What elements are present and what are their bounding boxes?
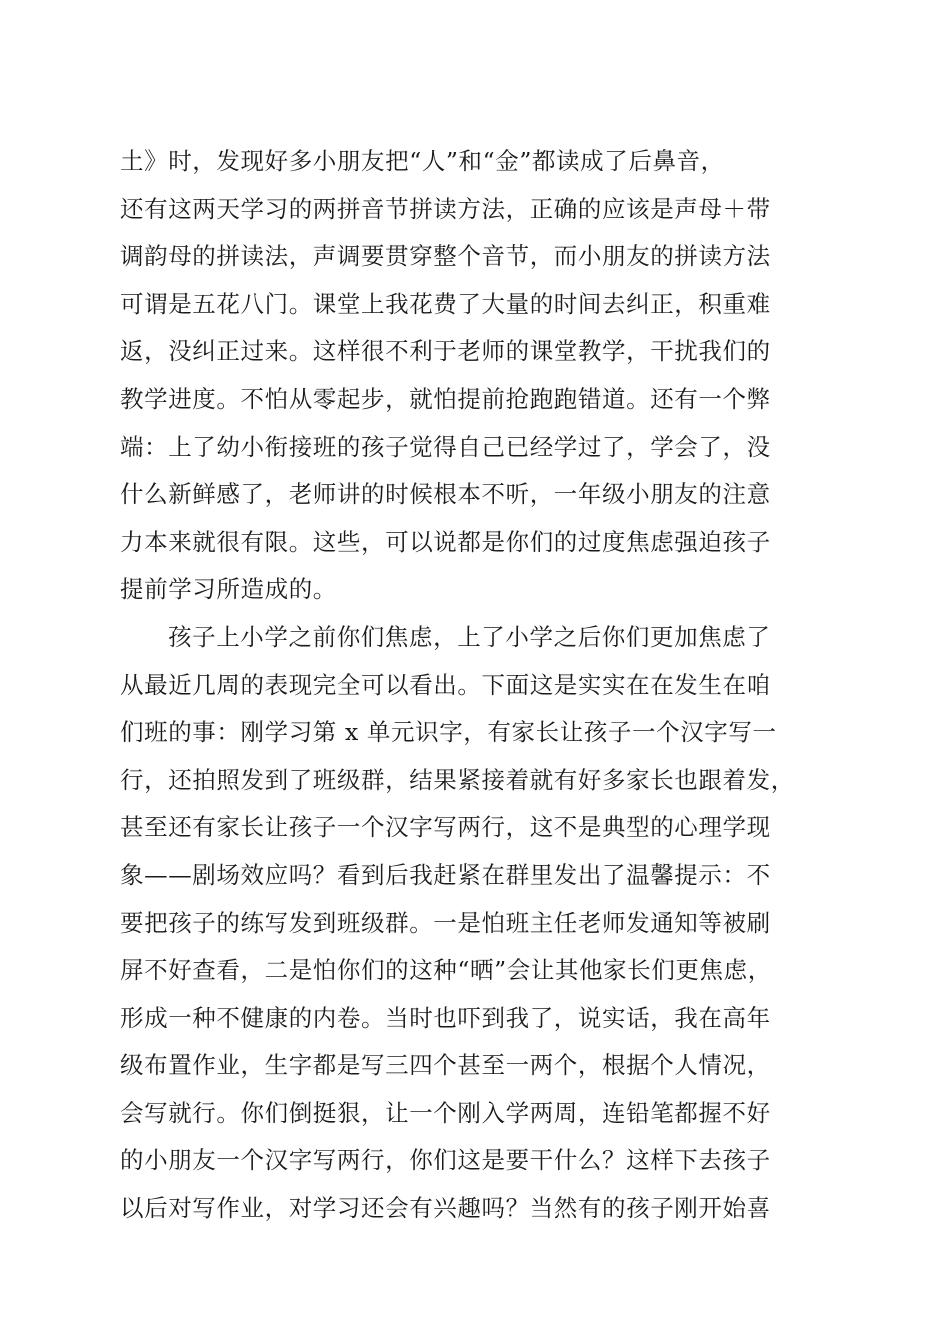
text-line: 的小朋友一个汉字写两行，你们这是要干什么？这样下去孩子 <box>120 1146 771 1175</box>
text-line: 端：上了幼小衔接班的孩子觉得自己已经学过了，学会了，没 <box>120 432 771 461</box>
text-line: 甚至还有家长让孩子一个汉字写两行，这不是典型的心理学现 <box>120 813 771 842</box>
text-line: 屏不好查看，二是怕你们的这种“晒”会让其他家长们更焦虑， <box>120 956 772 985</box>
text-line: 们班的事：刚学习第 x 单元识字，有家长让孩子一个汉字写一 <box>120 718 777 747</box>
text-line: 力本来就很有限。这些，可以说都是你们的过度焦虑强迫孩子 <box>120 527 771 556</box>
paragraph-start-line: 孩子上小学之前你们焦虑，上了小学之后你们更加焦虑了 <box>168 622 771 651</box>
text-line: 什么新鲜感了，老师讲的时候根本不听，一年级小朋友的注意 <box>120 480 771 509</box>
text-line: 土》时，发现好多小朋友把“人”和“金”都读成了后鼻音， <box>120 147 725 175</box>
text-line: 行，还拍照发到了班级群，结果紧接着就有好多家长也跟着发， <box>120 765 795 794</box>
text-line: 提前学习所造成的。 <box>120 575 337 604</box>
text-line: 会写就行。你们倒挺狠，让一个刚入学两周，连铅笔都握不好 <box>120 1098 771 1127</box>
text-line: 象——剧场效应吗？看到后我赶紧在群里发出了温馨提示：不 <box>120 860 771 889</box>
text-line: 以后对写作业，对学习还会有兴趣吗？当然有的孩子刚开始喜 <box>120 1194 771 1223</box>
text-line: 可谓是五花八门。课堂上我花费了大量的时间去纠正，积重难 <box>120 289 771 318</box>
text-line: 返，没纠正过来。这样很不利于老师的课堂教学，干扰我们的 <box>120 337 771 366</box>
text-line: 调韵母的拼读法，声调要贯穿整个音节，而小朋友的拼读方法 <box>120 242 771 271</box>
text-line: 要把孩子的练写发到班级群。一是怕班主任老师发通知等被刷 <box>120 908 771 937</box>
text-line: 形成一种不健康的内卷。当时也吓到我了，说实话，我在高年 <box>120 1003 771 1032</box>
text-line: 教学进度。不怕从零起步，就怕提前抢跑跑错道。还有一个弊 <box>120 384 771 413</box>
text-line: 级布置作业，生字都是写三四个甚至一两个，根据个人情况， <box>120 1051 771 1080</box>
body-text <box>120 138 840 1233</box>
text-line: 还有这两天学习的两拼音节拼读方法，正确的应该是声母＋带 <box>120 194 771 223</box>
text-line: 从最近几周的表现完全可以看出。下面这是实实在在发生在咱 <box>120 670 771 699</box>
